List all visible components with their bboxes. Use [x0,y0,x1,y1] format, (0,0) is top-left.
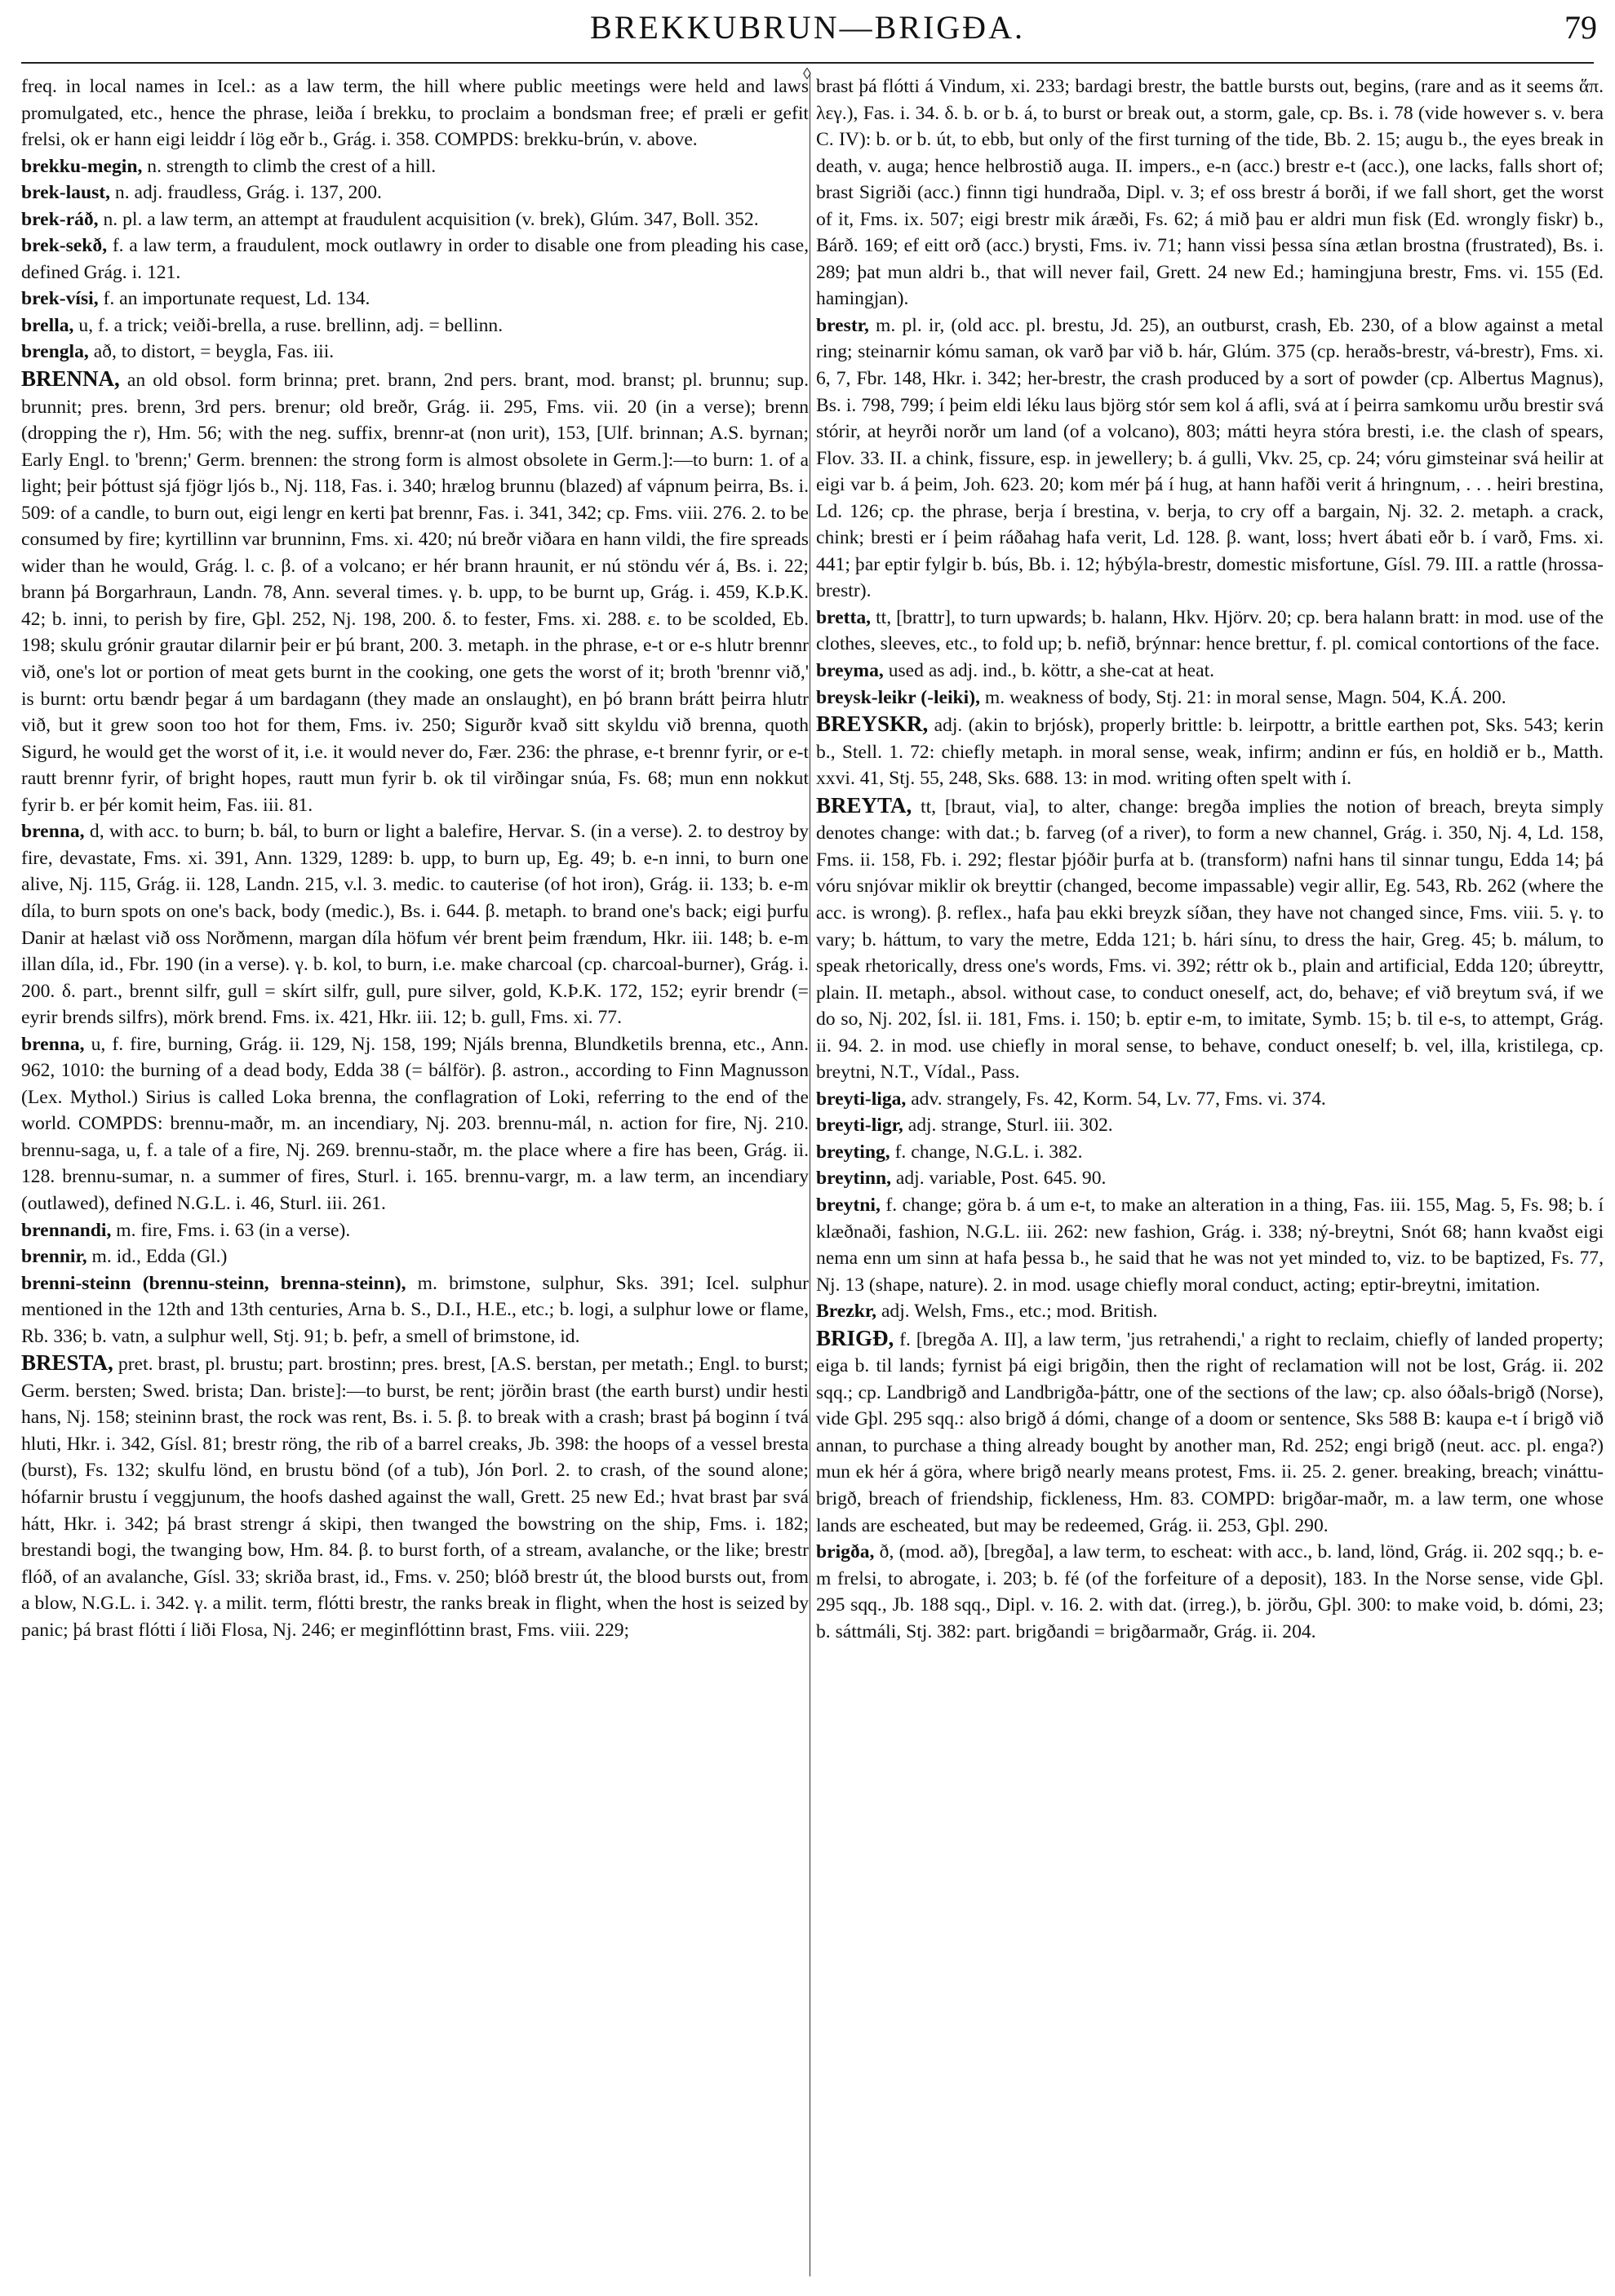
headword: brek-laust, [21,182,111,204]
headword: brenna, [21,821,85,843]
headword: brennir, [21,1246,87,1268]
headword: breyti-liga, [816,1088,907,1110]
dictionary-entry [816,1325,1604,1539]
entry-text: pret. brast, pl. brustu; part. brostinn; pres. brest, [A.S. berstan, per metath.; Engl. to burst; Germ. bersten; Swed. brista; Dan. briste]:—to burst, be rent; jörðin brast (the earth burst) undir hesti hans, Nj. 158; steininn brast, the rock was rent, Bs. i. 5. β. to break with a crash; brast þá boginn í tvá hluti, Hkr. i. 342, Gísl. 81; brestr röng, the rib of a barrel creaks, Jb. 398: the hoops of a vessel bresta (burst), Fs. 132; skulfu lönd, en brustu bönd (of a tub), Jón Þorl. 2. to crash, of the sound alone; hófarnir brustu í veggjunum, the hoofs dashed against the wall, Grett. 25 new Ed.; hvat brast þar svá hátt, Hkr. i. 342; þá brast strengr á skipi, then twanged the bowstring on the ship, Fms. i. 182; brestandi bogi, the twanging bow, Hm. 84. β. to burst forth, of a stream, avalanche, or the like; brestr flóð, of an avalanche, Gísl. 33; skriða brast, id., Fms. v. 250; blóð brestr út, the blood bursts out, from a blow, N.G.L. i. 342. γ. a milit. term, flótti brestr, the ranks break in flight, when the host is seized by panic; þá brast flótti í liði Flosa, Nj. 246; er meginflóttinn brast, Fms. viii. 229; [21,1354,809,1641]
entry-text: m. fire, Fms. i. 63 (in a verse). [111,1219,351,1241]
entry-text: brast þá flótti á Vindum, xi. 233; bardagi brestr, the battle bursts out, begins, (rare and as it seems ἅπ. λεγ.), Fas. i. 34. δ. b. or b. á, to burst or break out, a storm, gale, cp. Bs. i. 78 (vide however s. v. bera C. IV): b. or b. út, to ebb, but only of the first turning of the tide, Bb. 2. 15; augu b., the eyes break in death, v. auga; hence helbrostið auga. II. impers., e-n (acc.) brestr e-t (acc.), one lacks, falls short of; brast Sigriði (acc.) finnn tigi hundraða, Dipl. v. 3; ef oss brestr á borði, if we fall short, get the worst of it, Fms. ix. 507; eigi brestr mik áræði, Fs. 62; á mið þau er aldri mun fisk (Ed. wrongly fiskr) b., Bárð. 169; ef eitt orð (acc.) brysti, Fms. iv. 71; hann vissi þessa sína ætlan brostna (frustrated), Bs. i. 289; þat mun aldri b., that will never fail, Grett. 24 new Ed.; hamingjuna brestr, Fms. vi. 155 (Ed. hamingjan). [816,76,1604,310]
dictionary-entry [21,1350,809,1643]
dictionary-entry [816,1139,1604,1166]
dictionary-entry [21,233,809,286]
entry-text: u, f. a trick; veiði-brella, a ruse. brellinn, adj. = bellinn. [73,314,504,336]
page-number: 79 [1564,9,1597,46]
entry-text: u, f. fire, burning, Grág. ii. 129, Nj. 158, 199; Njáls brenna, Blundketils brenna, etc., Ann. 962, 1010: the burning of a dead body, Edda 38 (= bálför). β. astron., according to Finn Magnusson (Lex. Mythol.) Sirius is called Loka brenna, the conflagration of Loki, referring to the end of the world. COMPDS: brennu-maðr, m. an incendiary, Nj. 203. brennu-mál, n. action for fire, Nj. 210. brennu-saga, u, f. a tale of a fire, Nj. 269. brennu-staðr, m. the place where a fire has been, Grág. ii. 128. brennu-sumar, n. a summer of fires, Sturl. i. 165. brennu-vargr, m. a law term, an incendiary (outlawed), defined N.G.L. i. 46, Sturl. iii. 261. [21,1033,809,1214]
headword: brella, [21,314,74,336]
page-title: BREKKUBRUN—BRIGÐA. [590,9,1025,46]
entry-text: freq. in local names in Icel.: as a law term, the hill where public meetings were held and laws promulgated, etc., hence the phrase, leiða í brekku, to proclaim a bondsman free; ef præli er gefit frelsi, ok er hann eigi leiddr í lög eðr b., Grág. i. 358. COMPDS: brekku-brún, v. above. [21,76,809,151]
headword: brigða, [816,1541,875,1563]
dictionary-entry [21,366,809,818]
dictionary-entry [21,180,809,206]
headword: brek-sekð, [21,235,108,257]
headword: BRENNA, [21,366,120,392]
dictionary-entry [816,1298,1604,1325]
dictionary-entry [816,711,1604,792]
dictionary-entry [21,286,809,312]
headword: brek-vísi, [21,288,99,310]
entry-text: m. id., Edda (Gl.) [87,1246,228,1268]
dictionary-entry [21,339,809,366]
dictionary-entry [816,1192,1604,1298]
headword: brennandi, [21,1219,112,1241]
entry-text: n. pl. a law term, an attempt at fraudulent acquisition (v. brek), Glúm. 347, Boll. 352. [98,208,759,230]
dictionary-entry [816,1539,1604,1645]
entry-text: n. strength to climb the crest of a hill. [142,155,437,177]
left-column [21,73,809,2285]
dictionary-entry [21,1031,809,1217]
headword: breytinn, [816,1168,891,1190]
entry-text: m. pl. ir, (old acc. pl. brestu, Jd. 25), an outburst, crash, Eb. 230, of a blow against a metal ring; steinarnir kómu saman, ok varð þar við b. hár, Glúm. 375 (cp. heraðs-brestr, vá-brestr), Fms. xi. 6, 7, Fbr. 148, Hkr. i. 342; her-brestr, the crash produced by a sort of powder (cp. Albertus Magnus), Bs. i. 798, 799; í þeim eldi léku laus björg stór sem kol á afli, svá at í þeirra samkomu urðu brestir svá stórir, at heyrði norðr um land (of a volcano), 803; mátti heyra stóra bresti, i.e. the clash of spears, Flov. 33. II. a chink, fissure, esp. in jewellery; b. á gulli, Vkv. 25, cp. 24; vóru gimsteinar svá heilir at eigi var b. á þeim, Joh. 623. 20; kom mér þá í hug, at hann hafði verit á hringnum, . . . heiri brestina, Ld. 126; cp. the phrase, berja í brestina, v. berja, to cry off a bargain, Nj. 32. 2. metaph. a crack, chink; bresti er í þeim ráðahag hafa verit, Ld. 128. β. want, loss; hvert ábati eðr b. í varð, Fms. xi. 441; þar eptir fylgir b. bús, Bb. i. 12; hýbýla-brestr, domestic misfortune, Gísl. 79. III. a rattle (hrossa-brestr). [816,314,1604,602]
headword: BRIGÐ, [816,1325,894,1350]
headword: breyti-ligr, [816,1115,903,1137]
headword: BREYTA, [816,792,912,818]
entry-text: adj. (akin to brjósk), properly brittle: b. leirpottr, a brittle earthen pot, Sks. 543; kerin b., Stell. 1. 72: chiefly metaph. in moral sense, weak, infirm; andinn er fús, en holdið er b., Matth. xxvi. 41, Stj. 55, 248, Sks. 688. 13: in mod. writing often spelt with í. [816,715,1604,790]
entry-text: tt, [braut, via], to alter, change: bregða implies the notion of breach, breyta simply denotes change: with dat.; b. farveg (of a river), to form a new channel, Grág. i. 350, Nj. 4, Ld. 158, Fms. ii. 158, Fb. i. 292; flestar þjóðir þurfa at b. (transform) nafni hans til sinnar tungu, Edda 14; þá vóru snjóvar miklir ok breyttir (changed, become impassable) vegir allir, Eg. 543, Rb. 262 (where the acc. is wrong). β. reflex., hafa þau ekki breyzk síðan, they have not changed since, Fms. viii. 5. γ. to vary; b. háttum, to vary the metre, Edda 121; b. hári sínu, to dress the hair, Greg. 45; b. málum, to speak rhetorically, dress one's words, Fms. vi. 392; réttr ok b., plain and artificial, Edda 120; úbreyttr, plain. II. metaph., absol. without case, to conduct oneself, act, do, behave; ef við breytum svá, if we do so, Nj. 202, Ísl. ii. 181, Fms. i. 150; b. eptir e-m, to imitate, Symb. 15; b. til e-s, to attempt, Grág. ii. 94. 2. in mod. use chiefly in moral sense, to behave, conduct oneself; b. vel, illa, kristilega, cp. breytni, N.T., Vídal., Pass. [816,796,1604,1084]
entry-text: used as adj. ind., b. köttr, a she-cat at heat. [883,660,1215,682]
dictionary-entry [21,1270,809,1350]
entry-text: f. change, N.G.L. i. 382. [890,1141,1083,1163]
headword: breytni, [816,1194,881,1216]
entry-text: m. brimstone, sulphur, Sks. 391; Icel. sulphur mentioned in the 12th and 13th centuries, Arna b. S., D.I., H.E., etc.; b. logi, a sulphur lowe or flame, Rb. 336; b. vatn, a sulphur well, Stj. 91; b. þefr, a smell of brimstone, id. [21,1272,809,1347]
headword: brek-ráð, [21,208,99,230]
entry-text: adv. strangely, Fs. 42, Korm. 54, Lv. 77, Fms. vi. 374. [906,1088,1326,1110]
dictionary-entry [816,685,1604,711]
entry-text: f. change; göra b. á um e-t, to make an alteration in a thing, Fas. iii. 155, Mag. 5, Fs. 98; b. í klæðnaði, fashion, N.G.L. iii. 262: new fashion, Grág. i. 338; ný-breytni, Snót 68; hann kvaðst eigi nema enn um sinn at hafa þessa b., he said that he was not yet minded to, viz. to be baptized, Fs. 77, Nj. 13 (shape, nature). 2. in mod. usage chiefly moral conduct, acting; eptir-breytni, imitation. [816,1194,1604,1296]
entry-text: f. a law term, a fraudulent, mock outlawry in order to disable one from pleading his case, defined Grág. i. 121. [21,235,809,283]
dictionary-entry [21,818,809,1031]
dictionary-entry [816,312,1604,605]
headword: BRESTA, [21,1350,113,1376]
dictionary-entry [21,1243,809,1270]
dictionary-entry [21,73,809,153]
dictionary-entry [21,312,809,339]
entry-text: an old obsol. form brinna; pret. brann, 2nd pers. brant, mod. branst; pl. brunnu; sup. brunnit; pres. brenn, 3rd pers. brenur; old breðr, Grág. ii. 295, Fms. vii. 20 (in a verse); brenn (dropping the r), Hm. 56; with the neg. suffix, brennr-at (non urit), 153, [Ulf. brinnan; A.S. byrnan; Early Engl. to 'brenn;' Germ. brennen: the strong form is almost obsolete in Germ.]:—to burn: 1. of a light; þeir þóttust sjá fjögr ljós b., Nj. 118, Fas. i. 340; hrælog brunnu (blazed) af vápnum þeirra, Bs. i. 509: of a candle, to burn out, eigi lengr en kerti þat brennr, Fas. i. 341, 342; cp. Fms. viii. 276. 2. to be consumed by fire; kyrtillinn var brunninn, Fms. xi. 420; nú breðr viðara en hann vildi, the fire spreads wider than he would, Grág. l. c. β. of a volcano; er hér brann hraunit, er nú stöndu vér á, Bs. i. 22; brann þá Borgarhraun, Landn. 78, Ann. several times. γ. b. upp, to be burnt up, Grág. i. 459, K.Þ.K. 42; b. inni, to perish by fire, Gþl. 252, Nj. 198, 200. δ. to fester, Fms. xi. 288. ε. to be scolded, Eb. 198; skulu grónir grautar dilarnir þeir er þú brant, 200. 3. metaph. in the phrase, e-t or e-s hlutr brennr við, one's lot or portion of meat gets burnt in the cooking, one gets the worst of it; broth 'brennr við,' is burnt: ortu bændr þegar á um bardagann (they made an onslaught), en þó brann brátt þeirra hlutr við, but it grew soon too hot for them, Fms. iv. 250; Sigurðr kvað sitt skyldu við brenna, quoth Sigurd, he would get the worst of it, i.e. it would never do, Fær. 236: the phrase, e-t brennr fyrir, or e-t rautt brennr fyrir, of bright hopes, rautt mun fyrir b. ok til virðingar snúa, Fs. 68; mun enn nokkut fyrir b. er þér komit heim, Fas. iii. 81. [21,370,809,816]
entry-text: adj. Welsh, Fms., etc.; mod. British. [876,1301,1158,1323]
dictionary-entry [816,73,1604,312]
entry-text: adj. variable, Post. 645. 90. [891,1168,1107,1190]
entry-text: d, with acc. to burn; b. bál, to burn or light a balefire, Hervar. S. (in a verse). 2. to destroy by fire, devastate, Fms. xi. 391, Ann. 1329, 1289: b. upp, to burn up, Eg. 49; b. e-n inni, to burn one alive, Nj. 115, Grág. ii. 128, Landn. 215, v.l. 3. medic. to cauterise (of hot iron), Grág. ii. 133; b. e-m díla, to burn spots on one's back, body (medic.), Bs. i. 644. β. metaph. to brand one's back; eigi þurfu Danir at hælast við oss Norðmenn, margan díla höfum vér brent þeim frændum, Hkr. iii. 148; b. e-m illan díla, id., Fbr. 190 (in a verse). γ. b. kol, to burn, i.e. make charcoal (cp. charcoal-burner), Grág. i. 200. δ. part., brennt silfr, gull = skírt silfr, gull, pure silver, gold, K.Þ.K. 172, 152; eyrir brendr (= eyrir brends silfrs), mörk brend. Fms. ix. 421, Hkr. iii. 12; b. gull, Fms. xi. 77. [21,821,809,1029]
dictionary-entry [816,1165,1604,1192]
entry-text: tt, [brattr], to turn upwards; b. halann, Hkv. Hjörv. 20; cp. bera halann bratt: in mod. use of the clothes, sleeves, etc., to fold up; b. nefið, brýnnar: hence brettur, f. pl. comical contortions of the face. [816,606,1604,655]
dictionary-entry [816,1086,1604,1113]
headword: breyma, [816,660,884,682]
entry-text: f. [bregða A. II], a law term, 'jus retrahendi,' a right to reclaim, chiefly of landed property; eiga b. til lands; fyrnist þá eigi brigðin, then the right of reclamation will not be lost, Grág. ii. 202 sqq.; cp. Landbrigð and Landbrigða-þáttr, one of the sections of the law; cp. also óðals-brigð (Norse), vide Gþl. 295 sqq.: also brigð á dómi, change of a doom or sentence, Sks 588 B: kaupa e-t í brigð við annan, to purchase a thing already bought by another man, Rd. 252; engi brigð (neut. acc. pl. enga?) mun ek hér á göra, where brigð nearly means protest, Fms. ii. 25. 2. gener. breaking, breach; vináttu-brigð, breach of friendship, fickleness, Hm. 83. COMPD: brigðar-maðr, m. a law term, one whose lands are escheated, but may be redeemed, Grág. ii. 253, Gþl. 290. [816,1328,1604,1536]
dictionary-entry [816,658,1604,685]
entry-text: að, to distort, = beygla, Fas. iii. [88,341,335,363]
dictionary-entry [816,605,1604,658]
dictionary-entry [816,792,1604,1086]
headword: bretta, [816,606,872,628]
headword: brengla, [21,341,89,363]
headword: BREYSKR, [816,711,929,737]
dictionary-entry [21,1217,809,1244]
divider-ornament-icon: ◊ [803,65,811,83]
entry-text: n. adj. fraudless, Grág. i. 137, 200. [110,182,382,204]
dictionary-entry [21,153,809,180]
headword: brenna, [21,1033,85,1055]
running-head [0,0,1615,57]
right-column [816,73,1604,2285]
headword: breysk-leikr (-leiki), [816,686,980,708]
headword: brestr, [816,314,869,336]
headword: brekku-megin, [21,155,143,177]
entry-text: m. weakness of body, Stj. 21: in moral sense, Magn. 504, K.Á. 200. [979,686,1506,708]
headword: breyting, [816,1141,890,1163]
headword: Brezkr, [816,1301,877,1323]
dictionary-entry [21,206,809,233]
header-rule [21,62,1594,64]
entry-text: f. an importunate request, Ld. 134. [98,288,370,310]
entry-text: adj. strange, Sturl. iii. 302. [903,1115,1113,1137]
headword: brenni-steinn (brennu-steinn, brenna-steinn), [21,1272,406,1294]
entry-text: ð, (mod. að), [bregða], a law term, to escheat: with acc., b. land, lönd, Grág. ii. 202 sqq.; b. e-m frelsi, to abrogate, i. 203; b. fé (of the forfeiture of a deposit), 183. In the Norse sense, vide Gþl. 295 sqq., Jb. 188 sqq., Dipl. v. 16. 2. with dat. (irreg.), b. jörðu, Gþl. 300: to make void, b. dómi, 23; b. sáttmáli, Stj. 382: part. brigðandi = brigðarmaðr, Grág. ii. 204. [816,1541,1604,1642]
dictionary-entry [816,1112,1604,1139]
